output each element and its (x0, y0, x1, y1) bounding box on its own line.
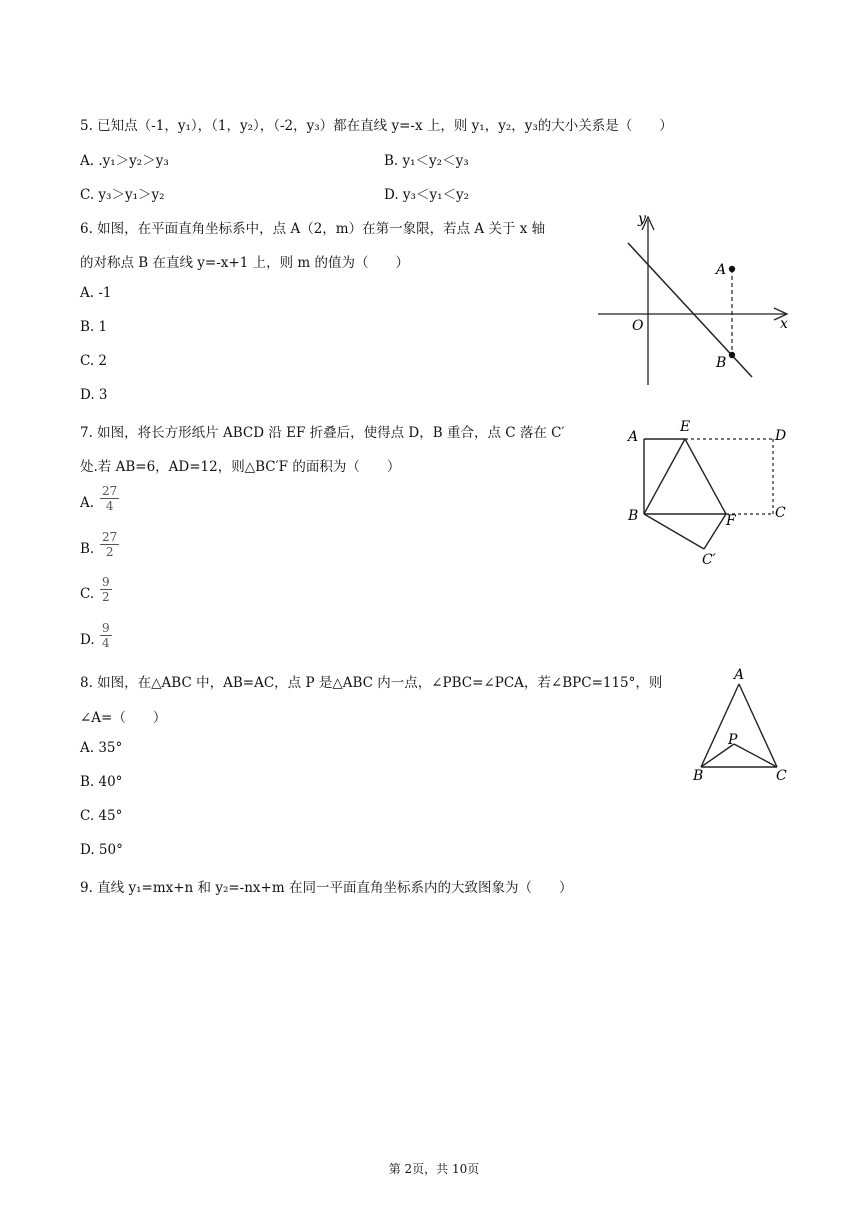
question-7-option-b (80, 541, 94, 557)
q7-option-d-fraction (100, 621, 112, 650)
q7-option-a-numerator: 27 (102, 484, 118, 498)
question-7-option-a (80, 495, 94, 511)
question-5-option-b: B. y₁＜y₂＜y₃ (384, 153, 469, 169)
q7-option-c-fraction (100, 575, 112, 604)
q6-label-origin: O (632, 318, 644, 334)
q7-option-d-prefix: D. (80, 632, 95, 648)
question-5-option-c: C. y₃＞y₁＞y₂ (80, 187, 165, 203)
question-5-stem: 5. 已知点（-1，y₁），（1，y₂），（-2，y₃）都在直线 y=-x 上，则 y₁，y₂，y₃的大小关系是（ ） (80, 118, 673, 134)
q6-label-a: A (716, 262, 727, 278)
q7-option-a-fraction (100, 484, 119, 513)
q7-label-e: E (680, 419, 691, 435)
question-8-option-c: C. 45° (80, 808, 123, 824)
q6-label-y: y (638, 211, 646, 227)
q7-label-d: D (775, 428, 787, 444)
q7-option-c-prefix: C. (80, 586, 95, 602)
q7-option-b-prefix: B. (80, 541, 95, 557)
question-7-fold-figure (620, 418, 800, 573)
question-6-stem-line2: 的对称点 B 在直线 y=-x+1 上，则 m 的值为（ ） (80, 255, 409, 271)
q7-option-a-prefix: A. (80, 495, 95, 511)
question-7-option-c (80, 586, 94, 602)
q7-option-b-fraction (100, 530, 119, 559)
question-7-stem-line1: 7. 如图，将长方形纸片 ABCD 沿 EF 折叠后，使得点 D，B 重合，点 C 落在 C′ (80, 425, 565, 441)
question-7-option-d (80, 632, 95, 648)
question-6-option-c: C. 2 (80, 353, 108, 369)
q7-label-f: F (726, 513, 736, 529)
question-8-option-a: A. 35° (80, 740, 123, 756)
question-8-option-d: D. 50° (80, 842, 123, 858)
question-7-stem-line2: 处.若 AB=6，AD=12，则△BC′F 的面积为（ ） (80, 459, 401, 475)
page-footer: 第 2页，共 10页 (388, 1162, 480, 1176)
q8-label-c: C (776, 768, 787, 784)
question-6-option-d: D. 3 (80, 387, 108, 403)
question-6-stem-line1: 6. 如图，在平面直角坐标系中，点 A（2，m）在第一象限，若点 A 关于 x 轴 (80, 221, 546, 237)
q7-option-b-numerator: 27 (102, 530, 118, 544)
q8-label-a: A (734, 667, 745, 683)
question-9-stem: 9. 直线 y₁=mx+n 和 y₂=-nx+m 在同一平面直角坐标系内的大致图象为（ ） (80, 880, 573, 896)
question-5-option-a: A. .y₁＞y₂＞y₃ (80, 153, 169, 169)
question-6-coordinate-figure (590, 205, 800, 390)
q7-option-a-denominator: 4 (105, 499, 114, 513)
q7-label-c: C (775, 505, 786, 521)
q7-option-c-denominator: 2 (102, 590, 110, 604)
q8-label-p: P (728, 732, 738, 748)
q7-option-d-denominator: 4 (102, 636, 110, 650)
q7-option-d-numerator: 9 (102, 621, 110, 635)
q7-option-b-denominator: 2 (105, 545, 114, 559)
question-8-option-b: B. 40° (80, 774, 123, 790)
q7-label-b: B (628, 508, 639, 524)
q7-option-c-numerator: 9 (102, 575, 110, 589)
question-6-option-b: B. 1 (80, 319, 108, 335)
q8-label-b: B (693, 768, 704, 784)
question-6-option-a: A. -1 (80, 285, 112, 301)
q6-label-x: x (780, 316, 788, 332)
q6-label-b: B (716, 355, 727, 371)
question-8-triangle-figure (684, 664, 796, 786)
question-8-stem-line1: 8. 如图，在△ABC 中，AB=AC，点 P 是△ABC 内一点，∠PBC=∠PCA，若∠BPC=115°，则 (80, 675, 663, 691)
question-5-option-d: D. y₃＜y₁＜y₂ (384, 187, 470, 203)
question-8-stem-line2: ∠A=（ ） (80, 710, 167, 726)
q7-label-c-prime: C′ (702, 552, 716, 568)
q7-label-a: A (628, 429, 639, 445)
